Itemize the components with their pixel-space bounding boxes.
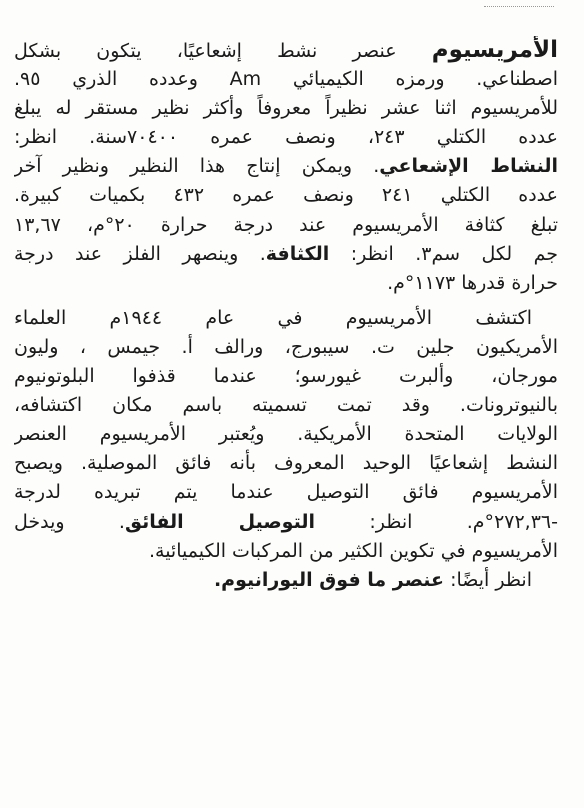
paragraph-discovery <box>14 304 558 566</box>
cross-reference-superconductivity[interactable]: التوصيل الفائق <box>124 510 316 533</box>
cross-reference-radioactivity[interactable]: النشاط الإشعاعي <box>379 155 558 178</box>
see-also-line <box>14 566 558 595</box>
article-line: الأمريسيوم عنصر نشط إشعاعيًا، يتكون بشكل <box>14 37 558 63</box>
article-line: جم لكل سم٣. انظر: الكثافة. وينصهر الفلز عند درجة <box>14 242 558 265</box>
article-line: مورجان، وألبرت غيورسو؛ عندما قذفوا البلوتونيوم <box>14 365 558 388</box>
article-line: النشط إشعاعيًا الوحيد المعروف بأنه فائق الموصلية. ويصبح <box>14 452 558 475</box>
article-line: اصطناعي. ورمزه الكيميائي Am وعدده الذري ٩٥. <box>14 68 558 91</box>
cross-reference-density[interactable]: الكثافة <box>265 242 330 265</box>
article-line: عدده الكتلي ٢٤١ ونصف عمره ٤٣٢ بكميات كبيرة. <box>14 184 558 207</box>
paragraph-definition <box>14 36 558 298</box>
see-also-label: انظر أيضًا: <box>444 568 532 591</box>
encyclopedia-article <box>14 36 558 595</box>
article-line: للأمريسيوم اثنا عشر نظيراً معروفاً وأكثر نظير مستقر له يبلغ <box>14 97 558 120</box>
article-line: النشاط الإشعاعي. ويمكن إنتاج هذا النظير ونظير آخر <box>14 155 558 178</box>
previous-page-fragment <box>484 0 554 7</box>
article-line: حرارة قدرها ١١٧٣°م. <box>387 271 558 294</box>
article-line: الأمريسيوم في تكوين الكثير من المركبات الكيميائية. <box>148 539 558 562</box>
article-line: بالنيوترونات. وقد تمت تسميته باسم مكان اكتشافه، <box>14 394 558 417</box>
article-line: -٢٧٢,٣٦°م. انظر: التوصيل الفائق. ويدخل <box>14 510 558 533</box>
cross-reference-transuranium[interactable]: عنصر ما فوق اليورانيوم. <box>213 568 445 591</box>
article-line: الأمريكيون جلين ت. سيبورج، ورالف أ. جيمس ، وليون <box>14 335 558 358</box>
article-line: عدده الكتلي ٢٤٣، ونصف عمره ٧٠٤٠٠سنة. انظر: <box>14 126 558 149</box>
see-also <box>14 566 558 595</box>
article-line: اكتشف الأمريسيوم في عام ١٩٤٤م العلماء <box>14 306 533 329</box>
article-headword: الأمريسيوم <box>431 37 558 63</box>
article-line: الأمريسيوم فائق التوصيل عندما يتم تبريده لدرجة <box>14 481 558 504</box>
article-line: الولايات المتحدة الأمريكية. ويُعتبر الأمريسيوم العنصر <box>14 423 558 446</box>
article-line: تبلغ كثافة الأمريسيوم عند درجة حرارة ٢٠°م، ١٣,٦٧ <box>14 213 558 236</box>
